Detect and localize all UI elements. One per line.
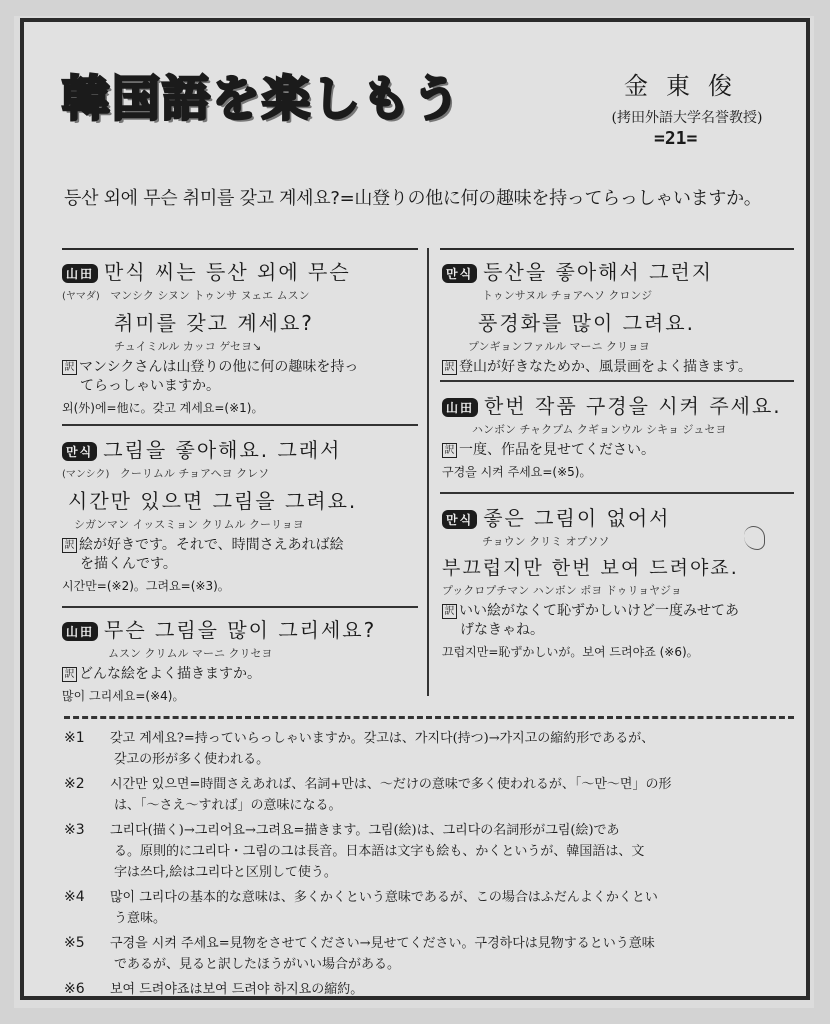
footnote-mark: ※6 <box>64 981 85 997</box>
grammar-note: 끄럽지만=恥ずかしいが。보여 드려야죠 (※6)。 <box>442 645 699 659</box>
speaker-badge: 山田 <box>62 264 98 283</box>
reading-line: シガンマン イッスミョン クリムル クーリョヨ <box>74 518 304 531</box>
speaker-badge: 山田 <box>442 398 478 417</box>
reading-line: (マンシク) クーリムル チョアヘヨ クレソ <box>62 467 270 480</box>
grammar-note: 외(外)에=他に。갖고 계세요=(※1)。 <box>62 401 264 415</box>
reading-line: プックロプチマン ハンボン ポヨ ドゥリョヤジョ <box>442 584 682 597</box>
footnote: ※2 시간만 있으면=時間さえあれば、名詞+만は、〜だけの意味で多く使われるが、「〜만〜면」の形 は、「〜さえ〜すれば」の意味になる。 <box>64 774 794 816</box>
speaker-badge: 山田 <box>62 622 98 641</box>
section-rule <box>62 424 418 426</box>
korean-line: 만식 그림을 좋아해요. 그래서 <box>62 434 417 463</box>
reading-line: (ヤマダ) マンシク シヌン トゥンサ ヌェエ ムスン <box>62 289 310 302</box>
left-column-top-rule <box>62 248 418 250</box>
column-divider <box>427 248 429 696</box>
reading-line: チョウン クリミ オプソソ <box>482 535 610 548</box>
footnote: ※5 구경을 시켜 주세요=見物をさせてください→見せてください。구경하다は見物するという意味 であるが、見ると訳したほうがいい場合がある。 <box>64 933 794 975</box>
dialogue-block <box>442 256 792 377</box>
speaker-badge: 만식 <box>442 510 477 529</box>
translation: 訳 どんな絵をよく描きますか。 <box>62 665 417 684</box>
article-headline: 등산 외에 무슨 취미를 갖고 계세요?=山登りの他に何の趣味を持ってらっしゃいますか。 <box>64 188 762 209</box>
korean-line: 만식 좋은 그림이 없어서 <box>442 502 792 531</box>
dialogue-block <box>62 434 417 594</box>
issue-number: =21= <box>654 128 698 149</box>
korean-line: 풍경화를 많이 그려요. <box>478 311 695 335</box>
grammar-note: 시간만=(※2)。그려요=(※3)。 <box>62 579 230 593</box>
translation: 訳 一度、作品を見せてください。 <box>442 441 792 460</box>
korean-line: 부끄럽지만 한번 보여 드려야죠. <box>442 557 739 579</box>
speaker-badge: 만식 <box>442 264 477 283</box>
footnote: ※6 보여 드려야죠は보여 드려야 하지요の縮約。 <box>64 979 794 1000</box>
reading-line: ムスン クリムル マーニ クリセヨ <box>108 647 273 660</box>
footnote: ※1 갖고 계세요?=持っていらっしゃいますか。갖고は、가지다(持つ)→가지고の縮約形であるが、 갖고の形が多く使われる。 <box>64 728 794 770</box>
korean-line: 취미를 갖고 계세요? <box>114 311 314 335</box>
author-name: 金東俊 <box>624 72 750 100</box>
korean-line: 山田 만식 씨는 등산 외에 무슨 <box>62 256 417 285</box>
footnote-mark: ※3 <box>64 822 85 838</box>
footnotes <box>64 728 794 1004</box>
author-title: (拷田外語大学名誉教授) <box>611 110 763 126</box>
footnote-divider <box>64 716 794 719</box>
footnote-mark: ※1 <box>64 730 85 746</box>
section-rule <box>62 606 418 608</box>
reading-line: トゥンサヌル チョアヘソ クロンジ <box>482 289 653 302</box>
section-rule <box>440 380 794 382</box>
translation-marker: 訳 <box>62 667 77 682</box>
translation: 訳 絵が好きです。それで、時間さえあれば絵 を描くんです。 <box>62 536 417 574</box>
reading-line: ハンボン チャクプム クギョンウル シキョ ジュセヨ <box>472 423 727 436</box>
author-block <box>602 66 772 127</box>
translation: 訳 マンシクさんは山登りの他に何の趣味を持っ てらっしゃいますか。 <box>62 358 417 396</box>
dialogue-block <box>62 256 417 416</box>
grammar-note: 많이 그리세요=(※4)。 <box>62 689 185 703</box>
translation: 訳 登山が好きなためか、風景画をよく描きます。 <box>442 358 792 377</box>
section-rule <box>440 492 794 494</box>
translation-marker: 訳 <box>442 360 457 375</box>
translation-marker: 訳 <box>62 538 77 553</box>
footnote-mark: ※5 <box>64 935 85 951</box>
reading-line: チュイミルル カッコ ゲセヨ↘ <box>114 340 262 353</box>
footnote: ※3 그리다(描く)→그리어요→그려요=描きます。그림(絵)は、그리다の名詞形が그림(絵)であ る。原則的に그리다・그림の그は長音。日本語は文字も絵も、かくというが、韓国語は、文 字は쓰다,絵は그리다と区別して使う。 <box>64 820 794 883</box>
translation: 訳 いい絵がなくて恥ずかしいけど一度みせてあ げなきゃね。 <box>442 602 792 640</box>
korean-line: 山田 한번 작품 구경을 시켜 주세요. <box>442 390 792 419</box>
reading-line: プンギョンファルル マーニ クリョヨ <box>468 340 650 353</box>
footnote: ※4 많이 그리다の基本的な意味は、多くかくという意味であるが、この場合はふだんよくかくとい う意味。 <box>64 887 794 929</box>
grammar-note: 구경을 시켜 주세요=(※5)。 <box>442 465 592 479</box>
footnote-mark: ※2 <box>64 776 85 792</box>
dialogue-block <box>442 502 792 660</box>
korean-line: 山田 무슨 그림을 많이 그리세요? <box>62 614 417 643</box>
translation-marker: 訳 <box>62 360 77 375</box>
translation-marker: 訳 <box>442 604 457 619</box>
series-title: 韓国語を楽しもう <box>62 71 463 127</box>
right-column-top-rule <box>440 248 794 250</box>
translation-marker: 訳 <box>442 443 457 458</box>
korean-line: 시간만 있으면 그림을 그려요. <box>68 489 358 513</box>
footnote-mark: ※4 <box>64 889 85 905</box>
dialogue-block <box>442 390 792 480</box>
speaker-badge: 만식 <box>62 442 97 461</box>
newspaper-clipping <box>14 16 814 1008</box>
dialogue-block <box>62 614 417 704</box>
korean-line: 만식 등산을 좋아해서 그런지 <box>442 256 792 285</box>
